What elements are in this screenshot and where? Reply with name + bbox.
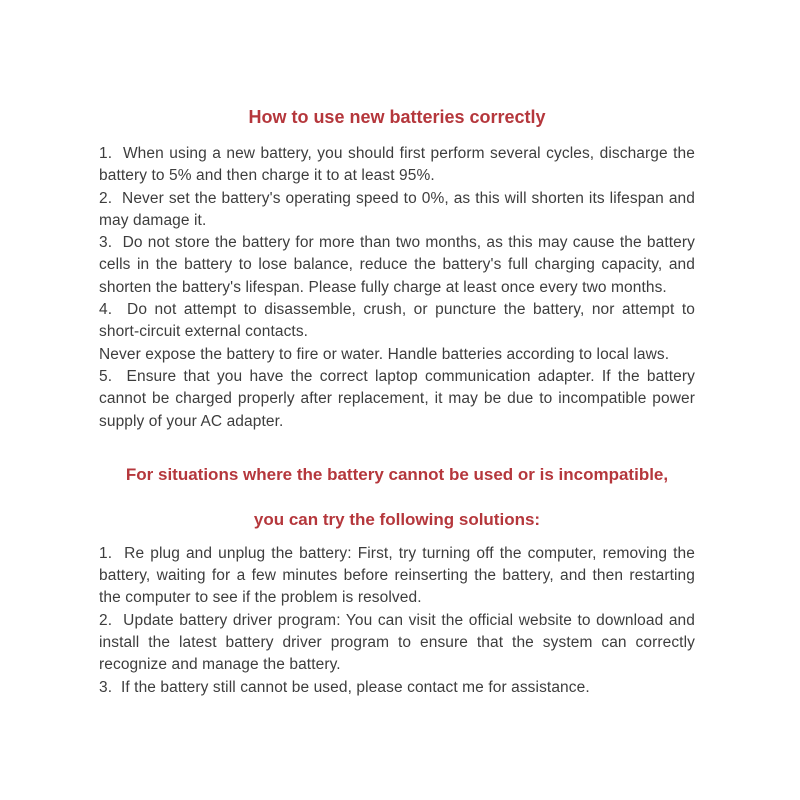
solution-item-1: 1. Re plug and unplug the battery: First, try turning off the computer, removing the battery, waiting for a few minutes before reinserting the battery, and then restarting the computer to see if the problem is resolved.: [99, 544, 695, 607]
usage-item-2: 2. Never set the battery's operating speed to 0%, as this will shorten its lifespan and may damage it.: [99, 189, 695, 229]
solutions-section-title-line1: For situations where the battery cannot be used or is incompatible,: [125, 464, 669, 484]
usage-section-title: How to use new batteries correctly: [248, 107, 546, 127]
document-content: [99, 106, 695, 699]
solutions-list: [99, 543, 695, 699]
solution-item-2: 2. Update battery driver program: You can visit the official website to download and install the latest battery driver program to ensure that the system can correctly recognize and manage the battery.: [99, 611, 695, 674]
usage-item-1: 1. When using a new battery, you should first perform several cycles, discharge the battery to 5% and then charge it to at least 95%.: [99, 145, 695, 185]
usage-item-4: 4. Do not attempt to disassemble, crush, or puncture the battery, nor attempt to short-circuit external contacts.: [99, 301, 695, 341]
solution-item-3: 3. If the battery still cannot be used, please contact me for assistance.: [99, 678, 590, 696]
solutions-section-title-line2: you can try the following solutions:: [253, 509, 541, 529]
usage-item-5: 5. Ensure that you have the correct laptop communication adapter. If the battery cannot be charged properly after replacement, it may be due to incompatible power supply of your AC adapter.: [99, 367, 695, 430]
usage-item-3: 3. Do not store the battery for more than two months, as this may cause the battery cells in the battery to lose balance, reduce the battery's full charging capacity, and shorten the battery's lifespan. Please fully charge at least once every two months.: [99, 234, 695, 296]
usage-note-fire-water: Never expose the battery to fire or water. Handle batteries according to local laws.: [99, 345, 670, 363]
usage-instructions: [99, 143, 695, 433]
